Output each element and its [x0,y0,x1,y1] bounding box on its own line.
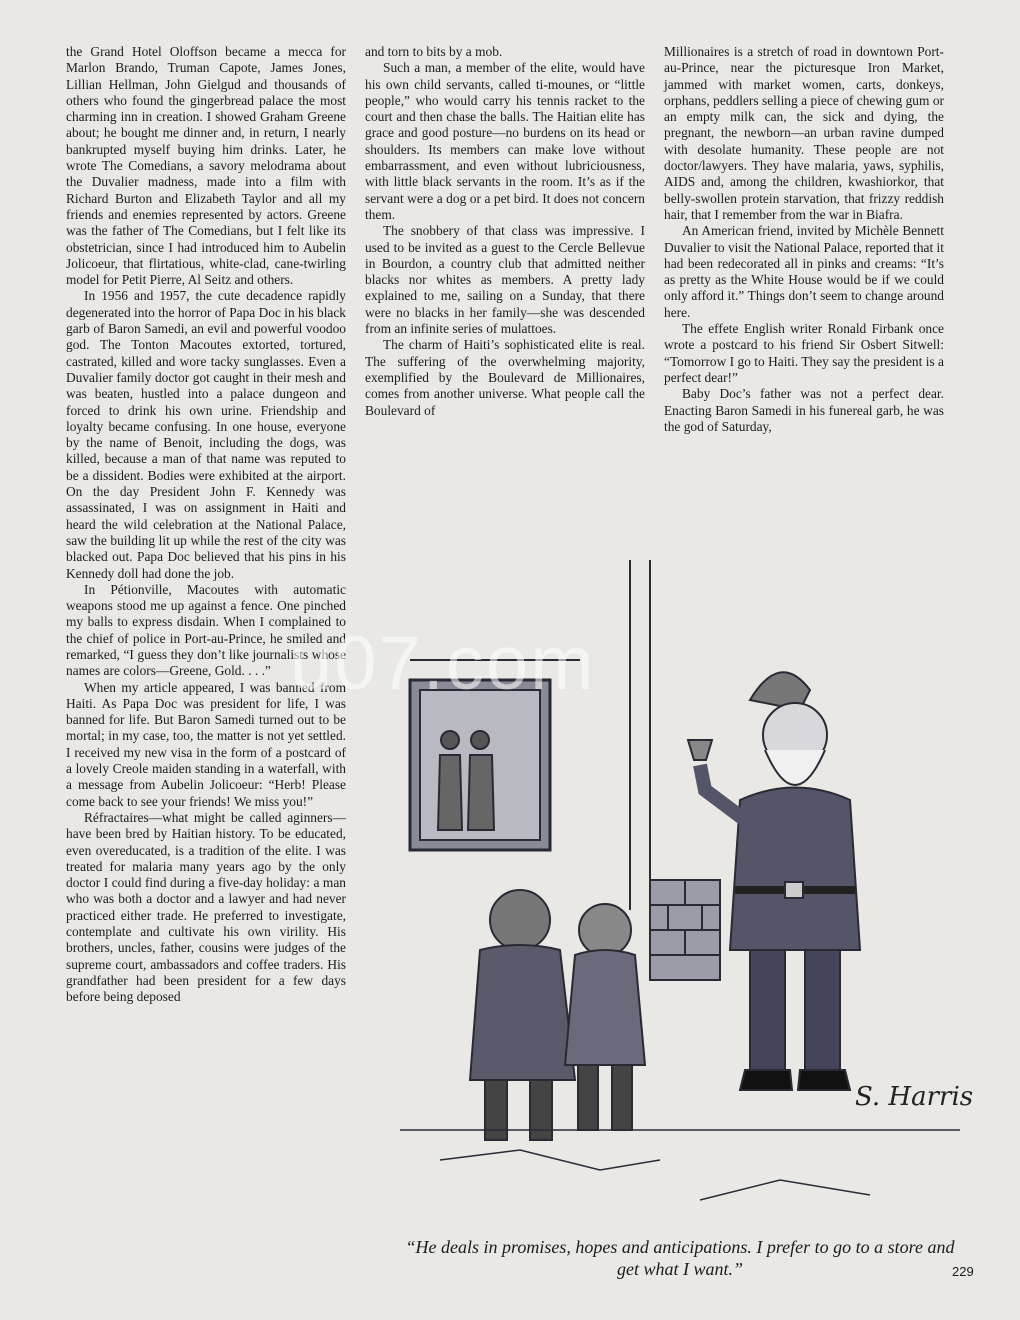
cartoon-caption: “He deals in promises, hopes and anticipations. I prefer to go to a store and get what I want.” [405,1237,955,1279]
paragraph: the Grand Hotel Oloffson became a mecca for Marlon Brando, Truman Capote, James Jones, Lillian Hellman, John Gielgud and thousands of others who found the gingerbread palace the most charming inn in creation. I showed Graham Greene about; he bought me dinner and, in return, I nearly bankrupted myself buying him drinks. Later, he wrote The Comedians, a savory melodrama about the Duvalier madness, made into a film with Richard Burton and Elizabeth Taylor and all my friends and enemies represented by actors. Greene was the father of The Comedians, but I felt like its obstetrician, since I had introduced him to Aubelin Jolicoeur, that flirtatious, white-clad, cane-twirling model for Petit Pierre, Al Seitz and others. [66,44,346,288]
paragraph: In Pétionville, Macoutes with automatic weapons stood me up against a fence. One pinched my balls to express disdain. When I complained to the chief of police in Port-au-Prince, he smiled and remarked, “I guess they don’t like journalists whose names are colors—Greene, Gold. . . .” [66,581,346,679]
paragraph: The charm of Haiti’s sophisticated elite is real. The suffering of the overwhelming majority, exemplified by the Boulevard de Millionaires, comes from another universe. What people call the Boulevard of [365,337,645,418]
paragraph: The effete English writer Ronald Firbank once wrote a postcard to his friend Sir Osbert Sitwell: “Tomorrow I go to Haiti. They say the president is a perfect dear!” [664,321,944,385]
paragraph: Millionaires is a stretch of road in downtown Port-au-Prince, near the picturesque Iron Market, jammed with market women, carts, donkeys, orphans, peddlers selling a piece of chewing gum or an empty milk can, the sick and dying, the pregnant, the newborn—an urban ravine dumped with desolate humanity. These people are not doctor/lawyers. They have malaria, yaws, syphilis, AIDS and, among the children, kwashiorkor, that belly-swollen protein starvation, that frizzy reddish hair, that I remember from the war in Biafra. [664,44,944,222]
paragraph: The snobbery of that class was impressive. I used to be invited as a guest to the Cercle Bellevue in Bourdon, a country club that admitted neither blacks nor whites as members. A pretty lady explained to me, sailing on a Sunday, that there were no blacks in her family—she was descended from an infinite series of mulattoes. [365,223,645,337]
child-head [579,904,631,956]
page-number: 229 [952,1264,974,1279]
watermark: u07.com [290,621,596,706]
cartoon-signature: S. Harris [855,1082,974,1112]
paragraph: Such a man, a member of the elite, would have his own child servants, called ti-mounes, or “little people,” who would carry his tennis racket to the court and then chase the balls. The Haitian elite has grace and good posture—no burdens on its head or shoulders. Its members can make love without embarrassment, and even without lubriciousness, with little black servants in the room. It’s as if the servant were a dog or a pet bird. It does not concern them. [365,60,645,222]
paragraph: and torn to bits by a mob. [365,44,503,59]
paragraph: When my article appeared, I was banned from Haiti. As Papa Doc was president for life, I was banned for life. But Baron Samedi turned out to be mortal; in my case, too, the matter is not yet settled. I received my new visa in the form of a postcard of a lovely Creole maiden standing in a waterfall, with a message from Aubelin Jolicoeur: “Herb! Please come back to see your friends! We miss you!” [66,679,346,809]
article-column-2 [365,44,645,419]
child-head [490,890,550,950]
paragraph: Baby Doc’s father was not a perfect dear. Enacting Baron Samedi in his funereal garb, he was the god of Saturday, [664,386,944,434]
santa-coat [730,788,860,951]
paragraph: Réfractaires—what might be called aginners—have been bred by Haitian history. To be educated, even overeducated, is a tradition of the elite. I was treated for malaria many years ago by the only doctor I could find during a five-day holiday: a man who was both a doctor and a lawyer and had never practiced either trade. He preferred to investigate, contemplate and cultivate his own virility. His brothers, uncles, father, cousins were judges of the supreme court, ambassadors and coffee traders. His grandfather had been president for a few days before being deposed [66,809,346,1005]
paragraph: An American friend, invited by Michèle Bennett Duvalier to visit the National Palace, reported that it had been redecorated all in pinks and creams: “It’s as pretty as the White House would be if we could only afford it.” Things don’t seem to change around here. [664,223,945,320]
article-column-1 [66,44,346,1006]
bell [688,740,712,760]
paragraph: In 1956 and 1957, the cute decadence rapidly degenerated into the horror of Papa Doc in his black garb of Baron Samedi, an evil and powerful voodoo god. The Tonton Macoutes extorted, tortured, castrated, killed and wore tacky sunglasses. Even a Duvalier family doctor got caught in their mesh and was beaten, hustled into a palace dungeon and forced to drink his own urine. Friendship and loyalty became confusing. In one house, everyone by the name of Benoit, including the dogs, was killed, because a man of that name was reputed to be a dissident. Bodies were exhibited at the airport. On the day President John F. Kennedy was assassinated, I was on assignment in Haiti and heard the wild celebration at the National Palace, saw the building lit up while the rest of the city was blacked out. Papa Doc believed that his pins in his Kennedy doll had done the job. [66,288,346,581]
article-column-3 [664,44,944,435]
